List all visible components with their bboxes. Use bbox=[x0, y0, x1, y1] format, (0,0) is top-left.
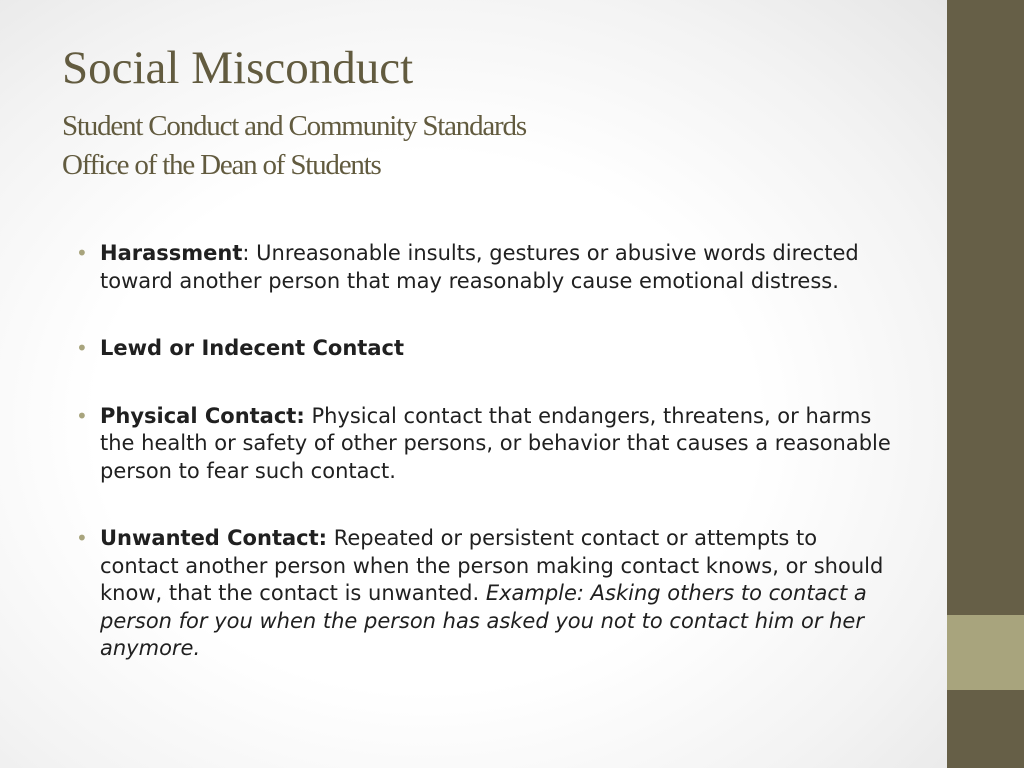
bullet-item-lewd-contact bbox=[76, 335, 891, 363]
subtitle-line-2: Office of the Dean of Students bbox=[62, 149, 381, 181]
bullet-text: Unreasonable insults, gestures or abusive words directed toward another person that may reasonably cause emotional distress. bbox=[100, 241, 859, 293]
slide-title: Social Misconduct bbox=[62, 42, 414, 94]
bullet-icon: • bbox=[76, 403, 88, 428]
bullet-item-physical-contact bbox=[76, 403, 891, 486]
subtitle-line-1: Student Conduct and Community Standards bbox=[62, 110, 526, 142]
bullet-term: Lewd or Indecent Contact bbox=[100, 336, 404, 360]
bullet-text: Physical contact that endangers, threatens, or harms the health or safety of other persons, or behavior that causes a reasonable person to fear such contact. bbox=[100, 403, 891, 483]
bullet-term: Unwanted Contact: bbox=[100, 526, 328, 550]
bullet-item-harassment bbox=[76, 240, 891, 295]
bullet-separator: : bbox=[242, 241, 257, 265]
bullet-term: Physical Contact: bbox=[100, 403, 305, 428]
bullet-item-unwanted-contact bbox=[76, 525, 891, 663]
bullet-term: Harassment bbox=[100, 241, 243, 265]
bullet-icon: • bbox=[76, 241, 88, 265]
bullet-icon: • bbox=[76, 526, 88, 550]
bullet-icon: • bbox=[76, 336, 88, 360]
bullet-separator bbox=[327, 526, 334, 550]
bullet-example: Example: Asking others to contact a person for you when the person has asked you not to contact him or her anymore. bbox=[100, 581, 867, 660]
bullet-text: Repeated or persistent contact or attempts to contact another person when the person making contact knows, or should know, that the contact is unwanted. bbox=[100, 526, 884, 605]
bullet-list bbox=[76, 240, 891, 703]
side-bar-accent bbox=[947, 615, 1024, 690]
